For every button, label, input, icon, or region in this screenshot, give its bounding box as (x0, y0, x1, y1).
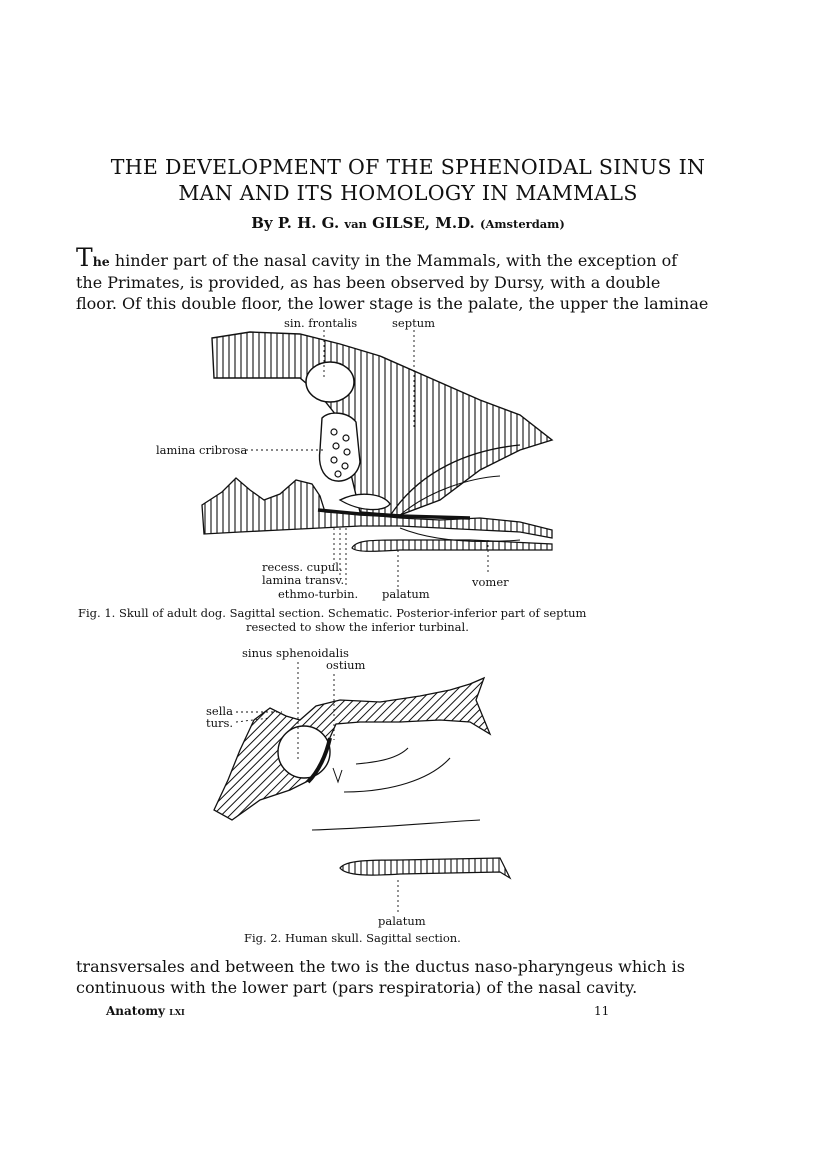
fig1-palatum (352, 540, 552, 551)
label-lamina-transv: lamina transv. (262, 573, 345, 587)
author-last-name: GILSE, M.D. (372, 214, 475, 232)
fig2-palatum (340, 858, 510, 878)
byline-prefix: By (251, 214, 273, 232)
paragraph-2 (76, 956, 736, 998)
paragraph-1-line-2: the Primates, is provided, as has been observed by Dursy, with a double (76, 273, 661, 292)
fig2-turbinal-1 (356, 748, 408, 764)
footer-journal (106, 1004, 185, 1018)
fig1-skull-roof (212, 332, 552, 515)
figure-2-caption: Fig. 2. Human skull. Sagittal section. (244, 931, 461, 945)
drop-cap-rest: he (92, 254, 110, 269)
page-number: 11 (594, 1004, 610, 1018)
figure-1-caption-line-2: resected to show the inferior turbinal. (246, 620, 469, 634)
fig2-turbinal-3 (312, 820, 480, 830)
label-sella: sella (206, 704, 233, 718)
paragraph-1 (76, 243, 736, 314)
figure1-drawing (202, 330, 552, 590)
paragraph-2-line-2: continuous with the lower part (pars respiratoria) of the nasal cavity. (76, 978, 638, 997)
author-place: (Amsterdam) (480, 217, 565, 231)
figure2-drawing (214, 662, 510, 912)
drop-cap: T (76, 243, 93, 272)
byline (0, 214, 816, 232)
label-palatum-fig1: palatum (382, 587, 430, 601)
label-lamina-cribrosa: lamina cribrosa (156, 443, 248, 457)
paragraph-1-line-3: floor. Of this double floor, the lower stage is the palate, the upper the laminae (76, 294, 709, 313)
footer-journal-name: Anatomy (106, 1004, 166, 1018)
author-van: van (344, 217, 367, 231)
label-ostium: ostium (326, 658, 366, 672)
fig2-sphenoid-sinus (278, 726, 330, 778)
footer-volume: lxi (169, 1005, 185, 1018)
paragraph-2-line-1: transversales and between the two is the ductus naso-pharyngeus which is (76, 957, 685, 976)
label-turs: turs. (206, 716, 234, 730)
label-ethmo-turbin: ethmo-turbin. (278, 587, 359, 601)
fig1-lamina-cribrosa (320, 413, 361, 481)
fig2-skull-base (214, 678, 490, 820)
label-sin-frontalis: sin. frontalis (284, 316, 358, 330)
label-sinus-sphenoidalis: sinus sphenoidalis (242, 646, 349, 660)
paragraph-1-line-1 (76, 243, 736, 272)
label-vomer: vomer (472, 575, 509, 589)
article-title-line-1: THE DEVELOPMENT OF THE SPHENOIDAL SINUS IN (110, 155, 706, 179)
article-title-line-2: MAN AND ITS HOMOLOGY IN MAMMALS (178, 181, 638, 205)
author-initials: P. H. G. (277, 214, 340, 232)
label-recess-cupul: recess. cupul. (262, 560, 343, 574)
label-palatum-fig2: palatum (378, 914, 426, 928)
fig2-arrow (333, 768, 342, 782)
figure-1-caption-line-1: Fig. 1. Skull of adult dog. Sagittal section. Schematic. Posterior-inferior part of septum (78, 606, 587, 620)
fig1-frontal-sinus (306, 362, 354, 402)
paragraph-1-line-1-text: hinder part of the nasal cavity in the Mammals, with the exception of (114, 251, 678, 270)
label-septum: septum (392, 316, 436, 330)
